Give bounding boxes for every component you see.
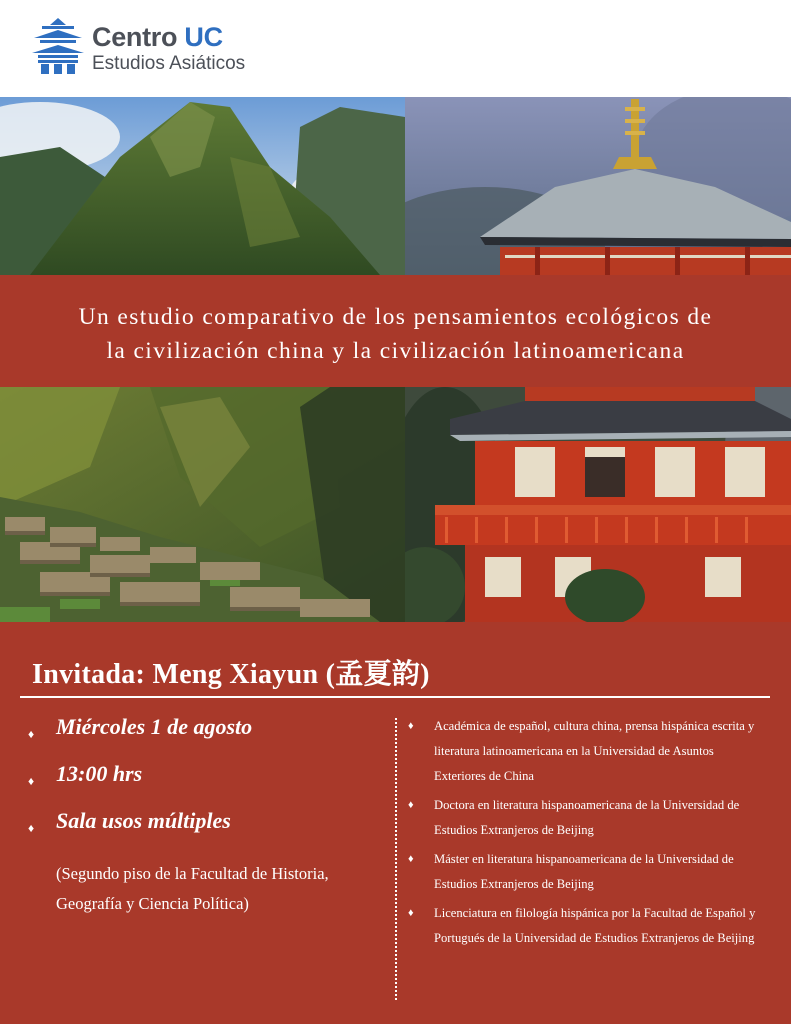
venue-note: (Segundo piso de la Facultad de Historia, Geografía y Ciencia Política) [56,864,329,913]
event-venue [28,808,378,855]
diamond-bullet-icon: ♦ [408,799,414,811]
logo-subtitle: Estudios Asiáticos [92,53,246,74]
bio-item-text: Académica de español, cultura china, prensa hispánica escrita y literatura latinoamericana en la Universidad de Asuntos Exteriores de China [434,719,755,783]
title-band [0,275,791,387]
pagoda-roof-photo [405,97,791,275]
bio-item [408,901,768,951]
bio-item [408,793,768,843]
diamond-bullet-icon: ♦ [408,853,414,865]
event-date [28,714,378,761]
bio-item-text: Máster en literatura hispanoamericana de la Universidad de Estudios Extranjeros de Beijing [434,852,734,891]
dotted-divider [395,718,397,1000]
ruins-photo [0,387,405,622]
pagoda-icon [32,18,84,74]
event-date-text: Miércoles 1 de agosto [56,714,253,739]
diamond-bullet-icon: ♦ [408,720,414,732]
logo-wordmark [92,22,223,53]
event-title-line-1: Un estudio comparativo de los pensamientos ecológicos de [78,304,713,330]
info-section [0,622,791,1024]
event-title [0,300,791,368]
diamond-bullet-icon: ♦ [28,821,35,835]
guest-bio [408,714,768,955]
event-time [28,761,378,808]
header [0,0,791,97]
event-details [28,714,378,919]
event-venue-text: Sala usos múltiples [56,808,231,833]
guest-speaker: Invitada: Meng Xiayun (孟夏韵) [32,659,430,690]
bio-item [408,714,768,789]
diamond-bullet-icon: ♦ [28,774,35,788]
event-title-line-2: la civilización china y la civilización latinoamericana [106,338,685,364]
divider-line [20,696,770,698]
mountain-photo [0,97,405,275]
bio-item-text: Licenciatura en filología hispánica por la Facultad de Español y Portugués de la Universidad de Estudios Extranjeros de Beijing [434,906,756,945]
diamond-bullet-icon: ♦ [408,907,414,919]
pagoda-building-photo [405,387,791,622]
bio-item-text: Doctora en literatura hispanoamericana de la Universidad de Estudios Extranjeros de Beijing [434,798,740,837]
logo-name-accent: UC [184,22,223,52]
diamond-bullet-icon: ♦ [28,727,35,741]
event-time-text: 13:00 hrs [56,761,143,786]
logo-name: Centro [92,22,178,52]
bio-item [408,847,768,897]
